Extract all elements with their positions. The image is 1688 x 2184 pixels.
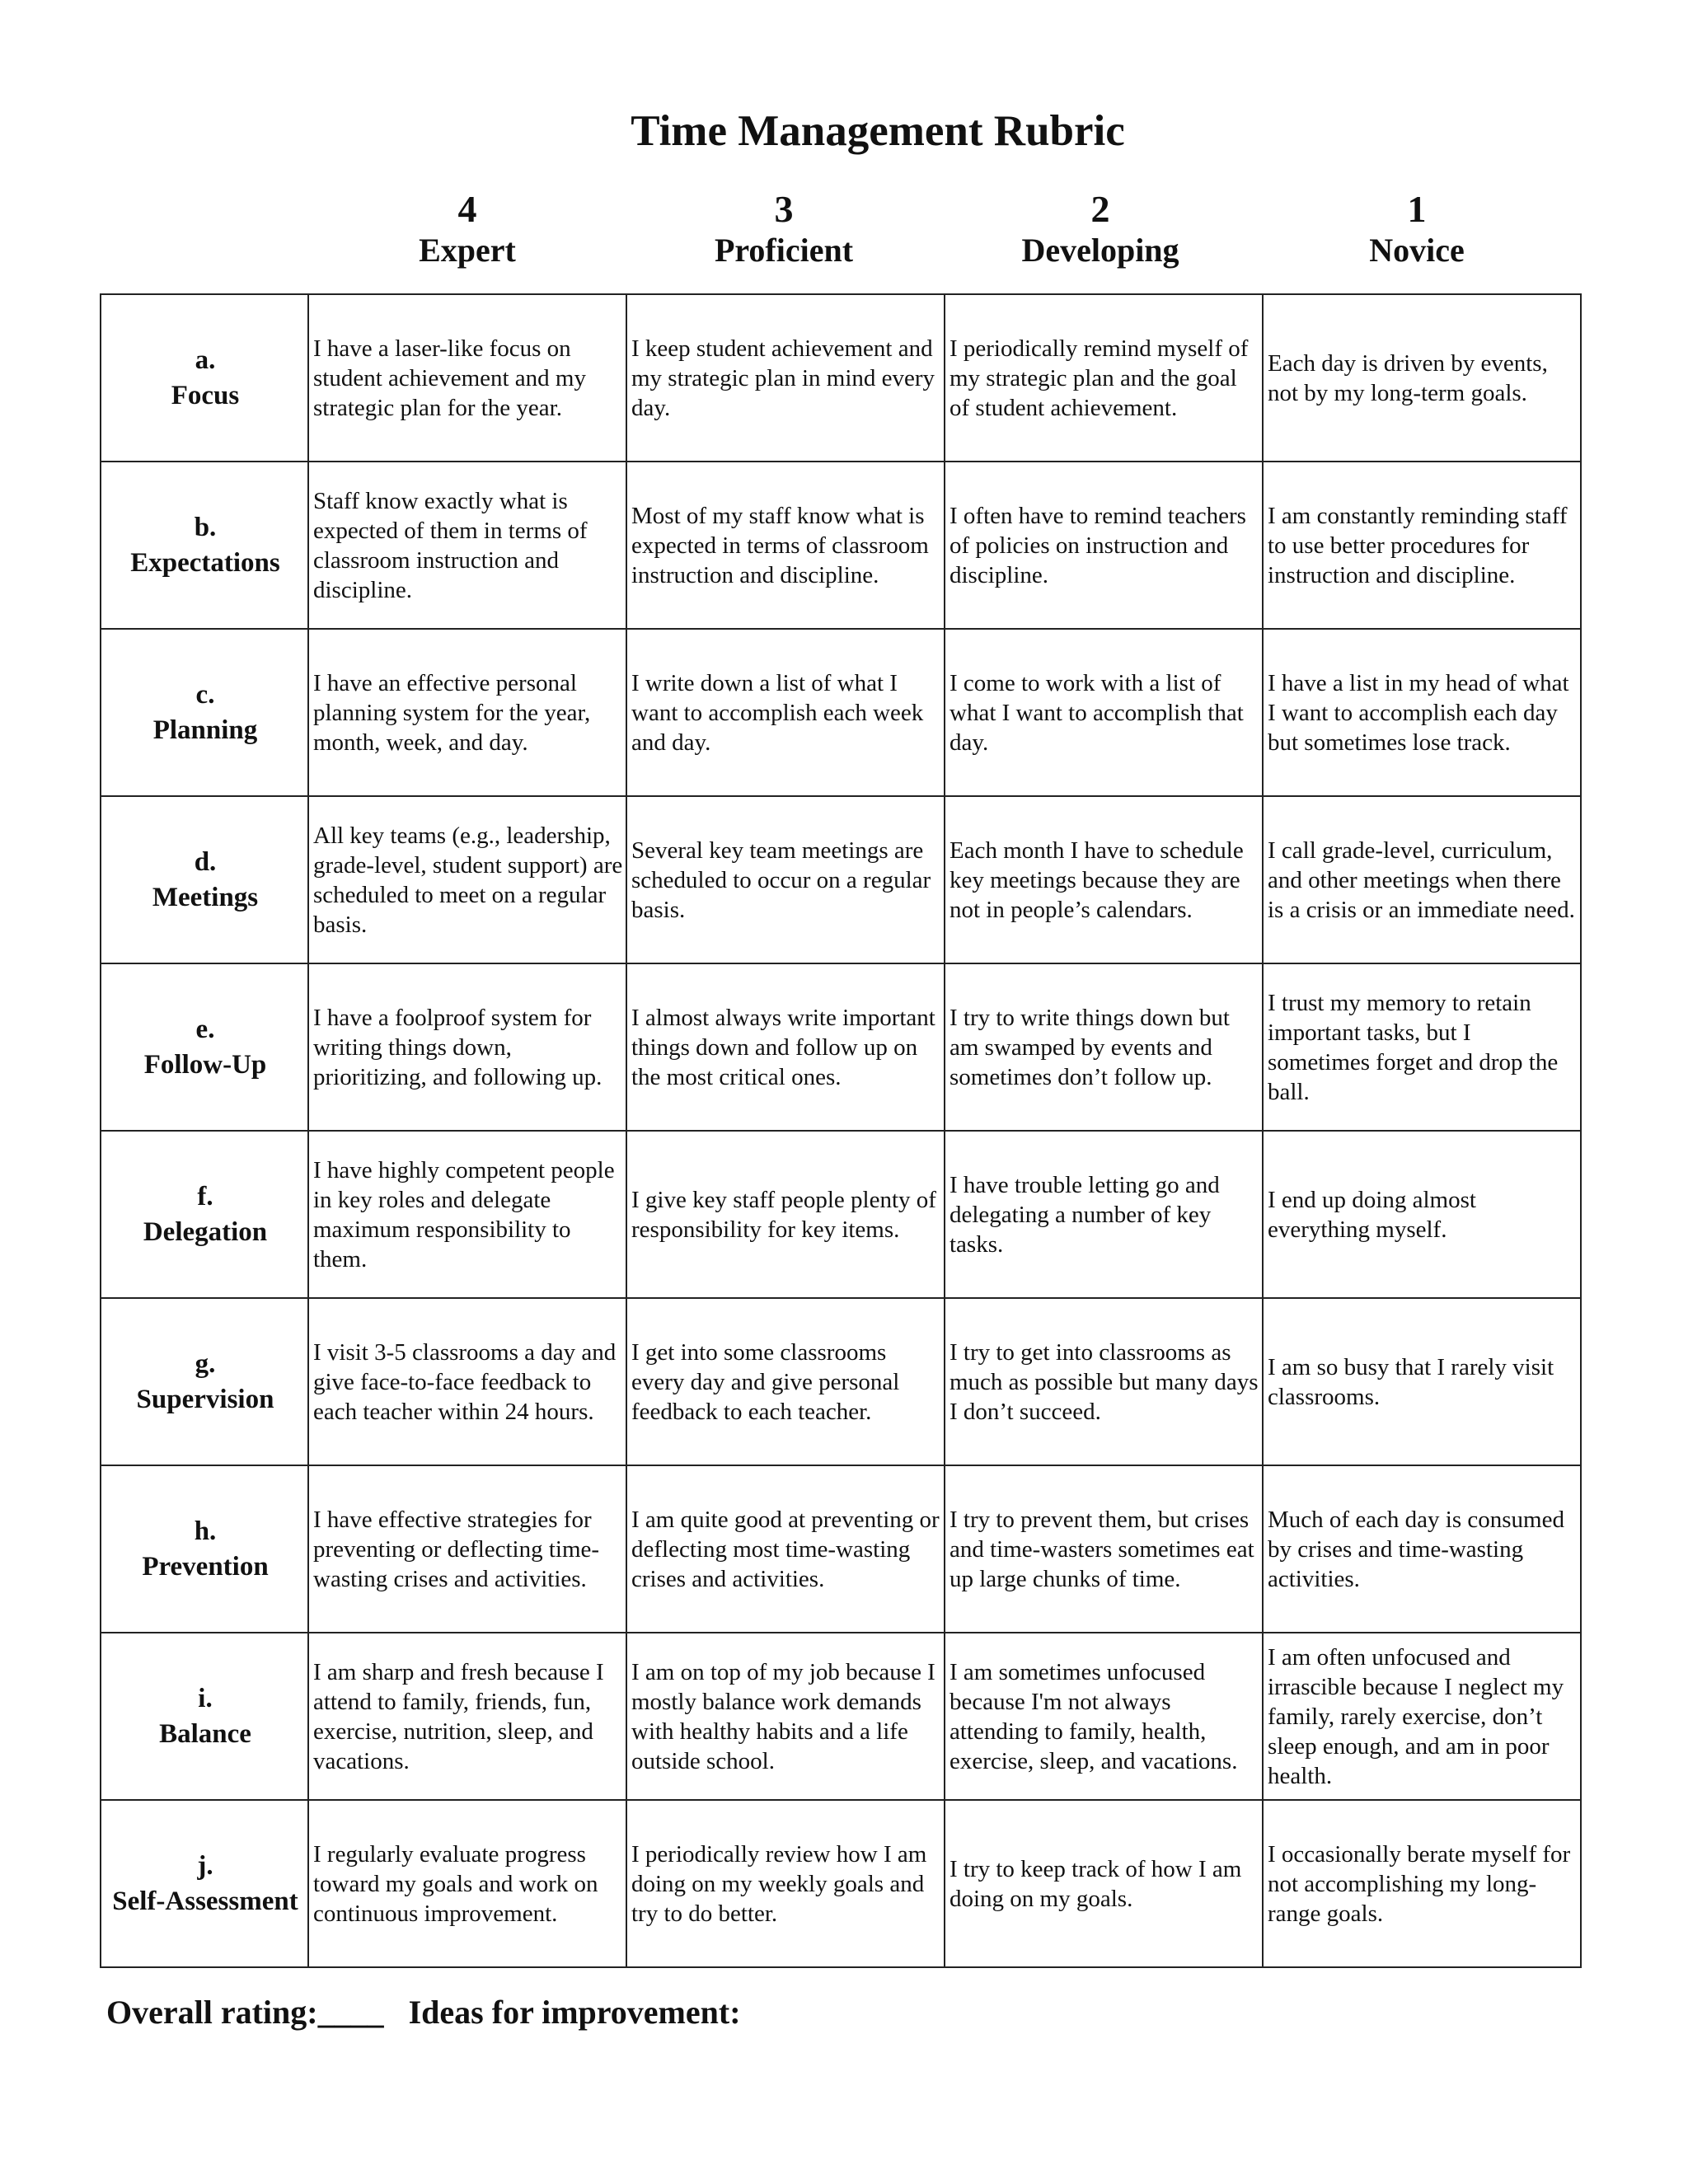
criterion-cell — [101, 796, 308, 963]
criterion-name: Meetings — [152, 882, 259, 912]
level-name: Novice — [1369, 232, 1465, 269]
criterion-name: Self-Assessment — [112, 1886, 298, 1916]
criterion-letter: e. — [195, 1014, 215, 1044]
descriptor-developing: I often have to remind teachers of policies on instruction and discipline. — [945, 462, 1263, 629]
rubric-row-delegation — [101, 1131, 1581, 1298]
descriptor-developing: I try to prevent them, but crises and time-wasters sometimes eat up large chunks of time. — [945, 1465, 1263, 1633]
criterion-name: Focus — [171, 380, 240, 410]
criterion-cell — [101, 1800, 308, 1967]
criterion-letter: a. — [195, 344, 216, 375]
descriptor-developing: I am sometimes unfocused because I'm not always attending to family, health, exercise, sleep, and vacations. — [945, 1633, 1263, 1800]
criterion-name: Planning — [152, 715, 258, 745]
level-name: Proficient — [714, 232, 854, 269]
descriptor-expert: I have an effective personal planning system for the year, month, week, and day. — [308, 629, 626, 796]
criterion-name: Expectations — [130, 547, 280, 578]
descriptor-novice: I am constantly reminding staff to use better procedures for instruction and discipline. — [1263, 462, 1581, 629]
criterion-letter: i. — [198, 1683, 213, 1713]
rubric-footer — [106, 1991, 741, 2034]
descriptor-proficient: I write down a list of what I want to accomplish each week and day. — [626, 629, 945, 796]
criterion-name: Balance — [159, 1718, 251, 1749]
level-header-expert — [311, 188, 624, 270]
descriptor-proficient: I get into some classrooms every day and give personal feedback to each teacher. — [626, 1298, 945, 1465]
descriptor-expert: I have a foolproof system for writing things down, prioritizing, and following up. — [308, 963, 626, 1131]
level-number: 2 — [1090, 188, 1110, 230]
descriptor-developing: Each month I have to schedule key meetings because they are not in people’s calendars. — [945, 796, 1263, 963]
rubric-row-focus — [101, 294, 1581, 462]
descriptor-developing: I try to get into classrooms as much as possible but many days I don’t succeed. — [945, 1298, 1263, 1465]
descriptor-expert: Staff know exactly what is expected of them in terms of classroom instruction and discipline. — [308, 462, 626, 629]
descriptor-proficient: I am quite good at preventing or deflecting most time-wasting crises and activities. — [626, 1465, 945, 1633]
criterion-cell — [101, 963, 308, 1131]
descriptor-novice: I call grade-level, curriculum, and other meetings when there is a crisis or an immediate need. — [1263, 796, 1581, 963]
descriptor-proficient: I periodically review how I am doing on my weekly goals and try to do better. — [626, 1800, 945, 1967]
criterion-letter: h. — [194, 1516, 217, 1546]
criterion-name: Prevention — [142, 1551, 269, 1582]
overall-rating-label: Overall rating:____ — [106, 1994, 384, 2031]
criterion-cell — [101, 629, 308, 796]
descriptor-novice: I trust my memory to retain important tasks, but I sometimes forget and drop the ball. — [1263, 963, 1581, 1131]
descriptor-developing: I try to write things down but am swamped by events and sometimes don’t follow up. — [945, 963, 1263, 1131]
ideas-for-improvement-label: Ideas for improvement: — [408, 1994, 741, 2031]
descriptor-novice: Much of each day is consumed by crises and time-wasting activities. — [1263, 1465, 1581, 1633]
level-number: 1 — [1407, 188, 1427, 230]
descriptor-expert: I regularly evaluate progress toward my goals and work on continuous improvement. — [308, 1800, 626, 1967]
level-header-proficient — [627, 188, 940, 270]
rubric-row-planning — [101, 629, 1581, 796]
criterion-name: Follow-Up — [143, 1049, 267, 1080]
descriptor-expert: I have effective strategies for preventing or deflecting time-wasting crises and activities. — [308, 1465, 626, 1633]
rubric-row-follow-up — [101, 963, 1581, 1131]
descriptor-developing: I periodically remind myself of my strategic plan and the goal of student achievement. — [945, 294, 1263, 462]
rubric-row-self-assessment — [101, 1800, 1581, 1967]
criterion-cell — [101, 1465, 308, 1633]
criterion-cell — [101, 1298, 308, 1465]
level-number: 4 — [457, 188, 477, 230]
criterion-letter: j. — [197, 1850, 213, 1881]
criterion-cell — [101, 462, 308, 629]
criterion-letter: b. — [194, 512, 217, 542]
rubric-row-prevention — [101, 1465, 1581, 1633]
criterion-letter: f. — [197, 1181, 213, 1212]
descriptor-expert: I have highly competent people in key roles and delegate maximum responsibility to them. — [308, 1131, 626, 1298]
criterion-name: Supervision — [136, 1384, 274, 1414]
descriptor-proficient: Several key team meetings are scheduled to occur on a regular basis. — [626, 796, 945, 963]
level-number: 3 — [774, 188, 794, 230]
rubric-row-expectations — [101, 462, 1581, 629]
descriptor-proficient: I almost always write important things down and follow up on the most critical ones. — [626, 963, 945, 1131]
descriptor-proficient: I give key staff people plenty of responsibility for key items. — [626, 1131, 945, 1298]
descriptor-expert: I visit 3-5 classrooms a day and give face-to-face feedback to each teacher within 24 hours. — [308, 1298, 626, 1465]
descriptor-proficient: I am on top of my job because I mostly balance work demands with healthy habits and a life outside school. — [626, 1633, 945, 1800]
level-header-novice — [1260, 188, 1573, 270]
descriptor-developing: I try to keep track of how I am doing on my goals. — [945, 1800, 1263, 1967]
descriptor-expert: All key teams (e.g., leadership, grade-level, student support) are scheduled to meet on a regular basis. — [308, 796, 626, 963]
descriptor-proficient: Most of my staff know what is expected in terms of classroom instruction and discipline. — [626, 462, 945, 629]
criterion-cell — [101, 1131, 308, 1298]
criterion-name: Delegation — [143, 1216, 268, 1247]
level-name: Expert — [419, 232, 516, 269]
rubric-row-supervision — [101, 1298, 1581, 1465]
descriptor-novice: I am often unfocused and irrascible because I neglect my family, rarely exercise, don’t sleep enough, and am in poor health. — [1263, 1633, 1581, 1800]
level-header-developing — [944, 188, 1257, 270]
page-title: Time Management Rubric — [631, 107, 1125, 155]
descriptor-expert: I am sharp and fresh because I attend to family, friends, fun, exercise, nutrition, sleep, and vacations. — [308, 1633, 626, 1800]
rubric-table — [100, 293, 1582, 1968]
footer-gap — [392, 1994, 401, 2031]
descriptor-novice: I end up doing almost everything myself. — [1263, 1131, 1581, 1298]
descriptor-developing: I have trouble letting go and delegating a number of key tasks. — [945, 1131, 1263, 1298]
descriptor-proficient: I keep student achievement and my strategic plan in mind every day. — [626, 294, 945, 462]
level-name: Developing — [1021, 232, 1179, 269]
criterion-letter: c. — [195, 679, 215, 710]
criterion-letter: g. — [195, 1348, 216, 1379]
descriptor-expert: I have a laser-like focus on student achievement and my strategic plan for the year. — [308, 294, 626, 462]
descriptor-novice: I am so busy that I rarely visit classrooms. — [1263, 1298, 1581, 1465]
descriptor-novice: Each day is driven by events, not by my long-term goals. — [1263, 294, 1581, 462]
rubric-row-meetings — [101, 796, 1581, 963]
criterion-cell — [101, 1633, 308, 1800]
criterion-letter: d. — [194, 846, 217, 877]
descriptor-novice: I have a list in my head of what I want to accomplish each day but sometimes lose track. — [1263, 629, 1581, 796]
criterion-cell — [101, 294, 308, 462]
rubric-row-balance — [101, 1633, 1581, 1800]
descriptor-developing: I come to work with a list of what I want to accomplish that day. — [945, 629, 1263, 796]
descriptor-novice: I occasionally berate myself for not accomplishing my long-range goals. — [1263, 1800, 1581, 1967]
